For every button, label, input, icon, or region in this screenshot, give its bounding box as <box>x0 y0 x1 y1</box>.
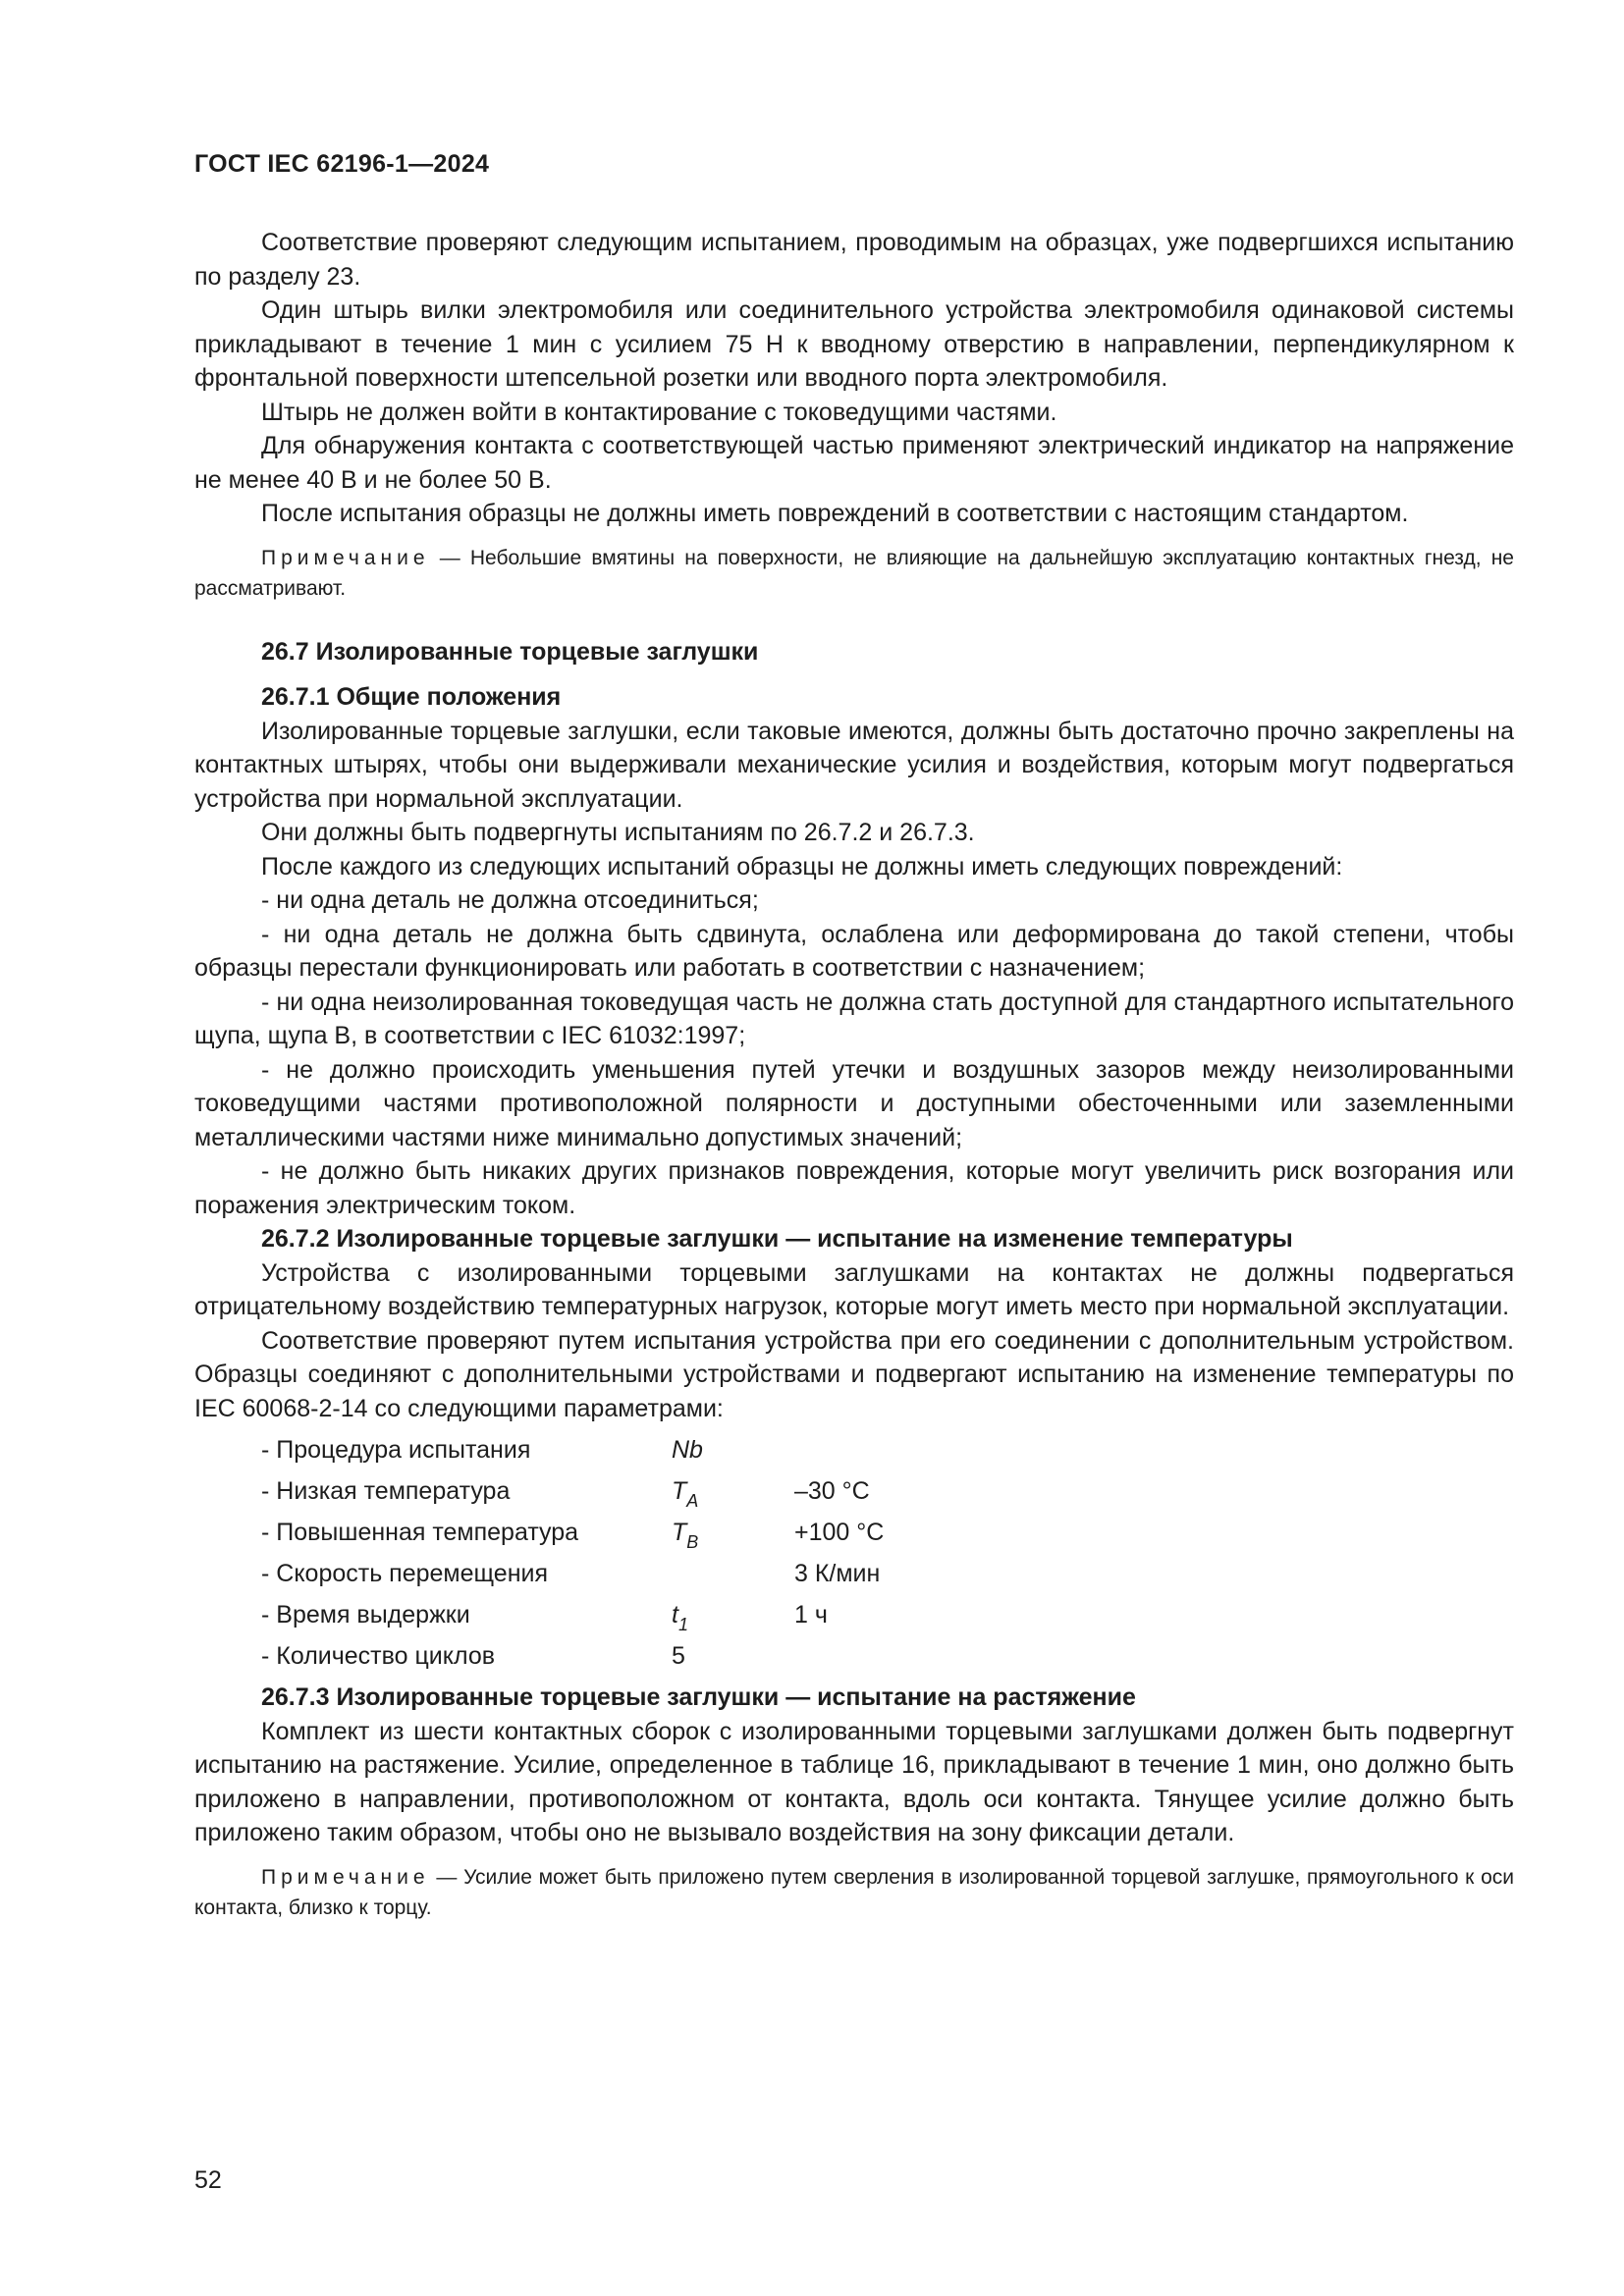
param-symbol: Nb <box>672 1436 703 1464</box>
param-value: 1 ч <box>794 1601 828 1629</box>
param-value: +100 °C <box>794 1519 885 1546</box>
list-item: - не должно происходить уменьшения путей утечки и воздушных зазоров между неизолированными токоведущими частями противоположной полярности и доступными обесточенными или заземленными металлическими частями ниже минимально допустимых значений; <box>194 1055 1514 1151</box>
document-body <box>194 226 1514 1923</box>
param-name: - Скорость перемещения <box>261 1560 549 1587</box>
param-name: - Процедура испытания <box>261 1436 531 1464</box>
list-item: - ни одна неизолированная токоведущая часть не должна стать доступной для стандартного испытательного щупа, щупа B, в соответствии с IEC 61032:1997; <box>194 988 1514 1049</box>
page-number: 52 <box>194 2166 222 2194</box>
table-row <box>261 1639 991 1681</box>
section-26-7-3-note <box>194 1862 1514 1923</box>
intro-paragraph-2: Один штырь вилки электромобиля или соединительного устройства электромобиля одинаковой системы прикладывают в течение 1 мин с усилием 75 Н к вводному отверстию в направлении, перпендикулярном к фронтальной поверхности штепсельной розетки или вводного порта электромобиля. <box>194 296 1514 392</box>
table-row <box>261 1557 991 1598</box>
intro-paragraph-5: После испытания образцы не должны иметь повреждений в соответствии с настоящим стандартом. <box>261 500 1409 527</box>
section-26-7-2-paragraph-2: Соответствие проверяют путем испытания устройства при его соединении с дополнительным устройством. Образцы соединяют с дополнительными устройствами и подвергают испытанию на изменение температуры по IEC 60068-2-14 со следующими параметрами: <box>194 1326 1514 1422</box>
note-label: Примечание <box>261 1865 430 1889</box>
note-text: — Усилие может быть приложено путем сверления в изолированной торцевой заглушке, прямоугольного к оси контакта, близко к торцу. <box>194 1865 1514 1919</box>
param-symbol <box>672 1557 794 1598</box>
table-row <box>261 1433 991 1474</box>
section-26-7-1-paragraph-3: После каждого из следующих испытаний образцы не должны иметь следующих повреждений: <box>261 852 1343 881</box>
section-26-7-3-paragraph-1: Комплект из шести контактных сборок с изолированными торцевыми заглушками должен быть подвергнут испытанию на растяжение. Усилие, определенное в таблице 16, прикладывают в течение 1 мин, оно должно быть приложено в направлении, противоположном от контакта, вдоль оси контакта. Тянущее усилие должно быть приложено таким образом, чтобы оно не вызывало воздействия на зону фиксации детали. <box>194 1717 1514 1846</box>
section-26-7-heading: 26.7 Изолированные торцевые заглушки <box>261 637 759 666</box>
param-symbol: $t_1$ <box>672 1601 688 1634</box>
section-26-7-2-heading: 26.7.2 Изолированные торцевые заглушки — испытание на изменение температуры <box>261 1225 1293 1253</box>
param-name: - Количество циклов <box>261 1642 496 1670</box>
list-item: - ни одна деталь не должна отсоединиться; <box>261 886 759 914</box>
param-value: –30 °C <box>794 1477 870 1505</box>
section-26-7-1-heading: 26.7.1 Общие положения <box>261 683 562 711</box>
param-value <box>794 1639 991 1681</box>
section-26-7-3-heading: 26.7.3 Изолированные торцевые заглушки — испытание на растяжение <box>261 1683 1136 1711</box>
note-label: Примечание <box>261 546 430 569</box>
section-26-7-1-paragraph-2: Они должны быть подвергнуты испытаниям по 26.7.2 и 26.7.3. <box>261 819 975 846</box>
section-26-7-1-paragraph-1: Изолированные торцевые заглушки, если таковые имеются, должны быть достаточно прочно закреплены на контактных штырях, чтобы они выдерживали механические усилия и воздействия, которым могут подвергаться устройства при нормальной эксплуатации. <box>194 717 1514 813</box>
param-name: - Время выдержки <box>261 1601 470 1629</box>
note-text: — Небольшие вмятины на поверхности, не влияющие на дальнейшую эксплуатацию контактных гнезд, не рассматривают. <box>194 546 1514 600</box>
table-row <box>261 1474 991 1516</box>
test-parameters-table <box>261 1433 991 1681</box>
list-item: - не должно быть никаких других признаков повреждения, которые могут увеличить риск возгорания или поражения электрическим током. <box>194 1157 1514 1219</box>
param-name: - Низкая температура <box>261 1477 511 1505</box>
param-value: 3 К/мин <box>794 1560 881 1587</box>
param-symbol: 5 <box>672 1642 685 1670</box>
list-item: - ни одна деталь не должна быть сдвинута, ослаблена или деформирована до такой степени, чтобы образцы перестали функционировать или работать в соответствии с назначением; <box>194 920 1514 982</box>
section-26-7-2-paragraph-1: Устройства с изолированными торцевыми заглушками на контактах не должны подвергаться отрицательному воздействию температурных нагрузок, которые могут иметь место при нормальной эксплуатации. <box>194 1258 1514 1320</box>
document-code-header: ГОСТ IEC 62196-1—2024 <box>194 150 490 178</box>
intro-paragraph-1: Соответствие проверяют следующим испытанием, проводимым на образцах, уже подвергшихся испытанию по разделу 23. <box>194 229 1514 291</box>
intro-paragraph-4: Для обнаружения контакта с соответствующей частью применяют электрический индикатор на напряжение не менее 40 В и не более 50 В. <box>194 432 1514 494</box>
param-symbol: $T_B$ <box>672 1519 699 1552</box>
table-row <box>261 1598 991 1639</box>
intro-paragraph-3: Штырь не должен войти в контактирование с токоведущими частями. <box>261 398 1057 426</box>
param-symbol: $T_A$ <box>672 1477 699 1511</box>
param-name: - Повышенная температура <box>261 1519 579 1546</box>
intro-note <box>194 543 1514 604</box>
param-value <box>794 1433 991 1474</box>
table-row <box>261 1516 991 1557</box>
